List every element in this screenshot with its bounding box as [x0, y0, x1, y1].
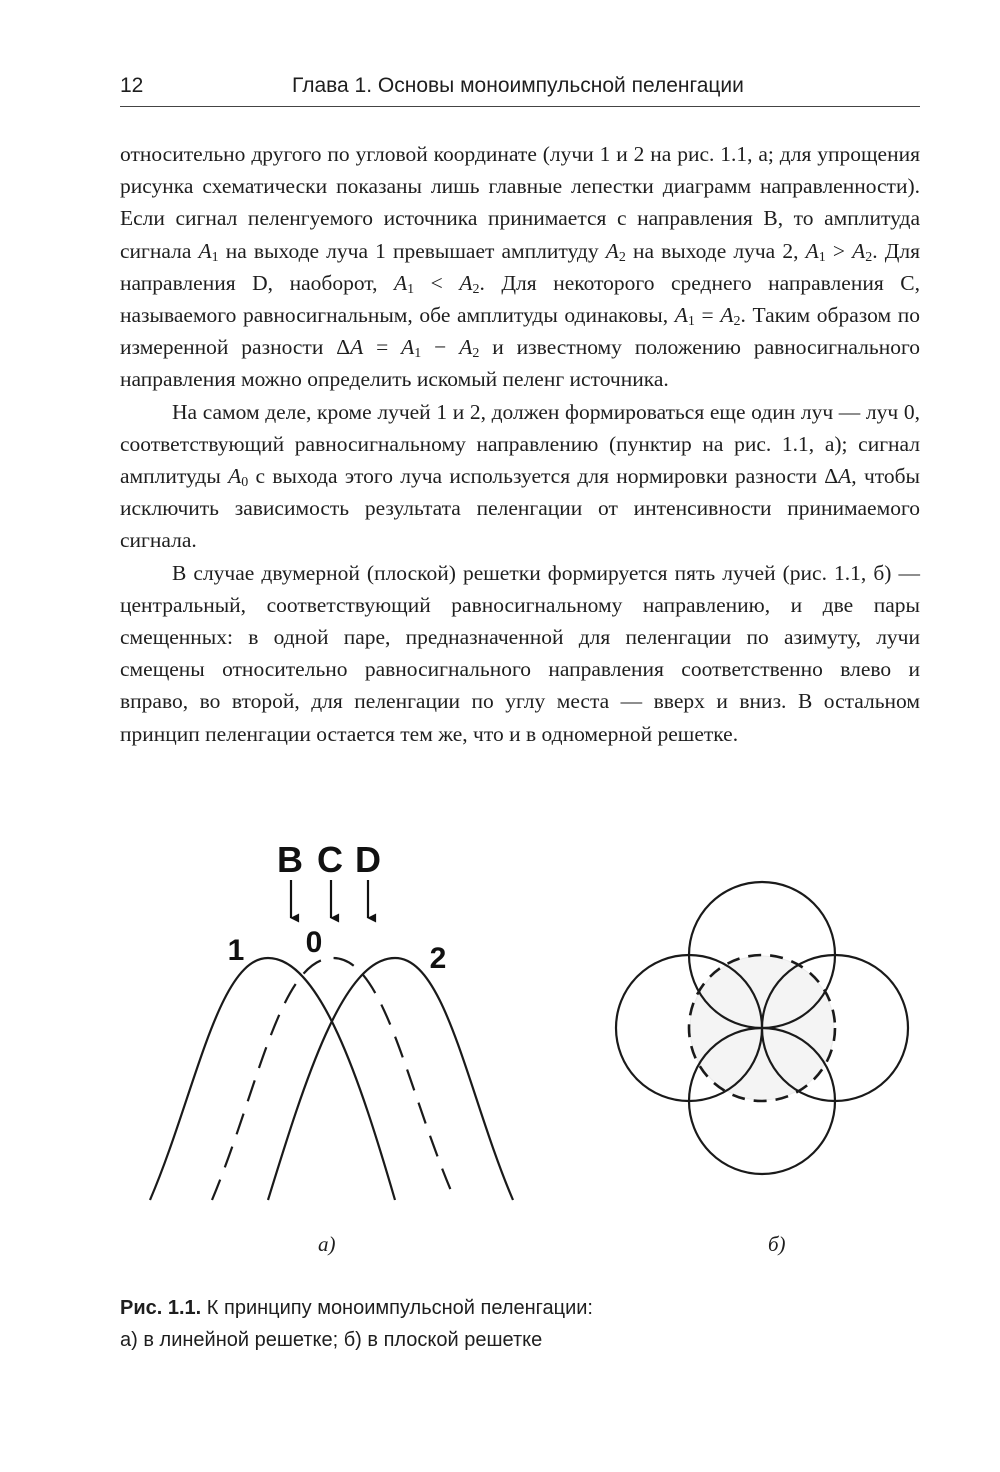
paragraph-1	[120, 138, 920, 396]
math-op: <	[414, 270, 460, 295]
body-text	[120, 138, 920, 750]
text-run: . Для направления D, наоборот,	[120, 238, 920, 295]
caption-text-1: К принципу моноимпульсной пеленгации:	[206, 1297, 593, 1319]
math-sub: 2	[472, 281, 480, 297]
beam-2-curve	[268, 958, 513, 1200]
panel-a-beam-diagram	[150, 839, 513, 1200]
math-var: A	[401, 335, 415, 360]
math-op: Δ	[824, 464, 839, 489]
math-sub: 1	[818, 249, 826, 265]
text-run: на выходе луча 1 превышает амплитуду	[218, 238, 606, 263]
text-run: На самом деле, кроме лучей 1 и 2, должен формироваться еще один луч — луч 0, соответствующий равносигнальному направлению (пунктир на рис. 1.1, а); сигнал амплитуды	[120, 399, 920, 489]
panel-b-circle-diagram	[616, 882, 908, 1174]
math-var: A	[852, 238, 866, 263]
caption-line-2: а) в линейной решетке; б) в плоской решетке	[120, 1329, 543, 1351]
math-sub: 1	[211, 249, 219, 265]
math-sub: 2	[472, 346, 480, 362]
figure-caption	[120, 1292, 920, 1356]
panel-b-label: б)	[768, 1232, 786, 1256]
panel-a-label: а)	[318, 1232, 336, 1256]
caption-label: Рис. 1.1.	[120, 1297, 202, 1319]
text-run: . Для некоторого среднего направления C, называемого равносигнальным, обе амплитуды одинаковы,	[120, 270, 920, 328]
math-sub: 2	[618, 249, 626, 265]
beam-1-curve	[150, 958, 395, 1200]
math-var: A	[198, 238, 212, 263]
math-sub: 2	[733, 314, 741, 330]
beam-label-1: 1	[227, 934, 245, 967]
math-var: A	[228, 464, 242, 489]
math-op: Δ	[336, 335, 351, 360]
math-var: A	[720, 303, 734, 328]
figure-drawing	[0, 830, 1000, 1280]
text-run: на выходе луча 2,	[625, 238, 806, 263]
direction-label-b: B	[277, 839, 303, 880]
beam-label-2: 2	[429, 942, 447, 975]
math-var: A	[459, 335, 473, 360]
math-op: =	[363, 335, 402, 360]
text-run: . Таким образом по измеренной разности	[120, 303, 920, 360]
direction-label-d: D	[355, 839, 381, 880]
page-header	[120, 74, 920, 107]
math-sub: 1	[407, 281, 415, 297]
page-number: 12	[120, 74, 144, 97]
math-var: A	[805, 238, 819, 263]
text-run: , чтобы исключить зависимость результата пеленгации от интенсивности принимаемого сигнала.	[120, 464, 921, 553]
figure-1-1	[0, 830, 1000, 1280]
chapter-title: Глава 1. Основы моноимпульсной пеленгации	[292, 74, 744, 97]
math-var: A	[605, 238, 619, 263]
math-op: =	[694, 303, 721, 328]
text-run: и известному положению равносигнального направления можно определить искомый пеленг источника.	[120, 335, 920, 392]
text-run: с выхода этого луча используется для нормировки разности	[248, 464, 825, 489]
math-var: A	[838, 464, 852, 489]
text-run: относительно другого по угловой координате (лучи 1 и 2 на рис. 1.1, а; для упрощения рисунка схематически показаны лишь главные лепестки диаграмм направленности). Если сигнал пеленгуемого источника принимается с направления B, то амплитуда сигнала	[120, 142, 920, 263]
beam-label-0: 0	[305, 926, 323, 959]
math-op: −	[421, 335, 460, 360]
paragraph-2	[120, 396, 920, 557]
math-sub: 2	[865, 249, 873, 265]
math-sub: 1	[414, 346, 422, 362]
math-op: >	[825, 238, 853, 263]
math-var: A	[459, 270, 473, 295]
math-var: A	[350, 335, 364, 360]
paragraph-3: В случае двумерной (плоской) решетки формируется пять лучей (рис. 1.1, б) — центральный, соответствующий равносигнальному направлению, и две пары смещенных: в одной паре, предназначенной для пеленгации по азимуту, лучи смещены относительно равносигнального направления соответственно влево и вправо, во второй, для пеленгации по углу места — вверх и вниз. В остальном принцип пеленгации остается тем же, что и в одномерной решетке.	[120, 560, 920, 746]
math-var: A	[393, 270, 408, 295]
math-sub: 0	[241, 475, 249, 491]
beam-0-curve	[212, 958, 455, 1200]
math-sub: 1	[687, 314, 695, 330]
direction-label-c: C	[317, 839, 343, 880]
caption-line-1	[120, 1292, 920, 1324]
math-var: A	[674, 303, 688, 328]
